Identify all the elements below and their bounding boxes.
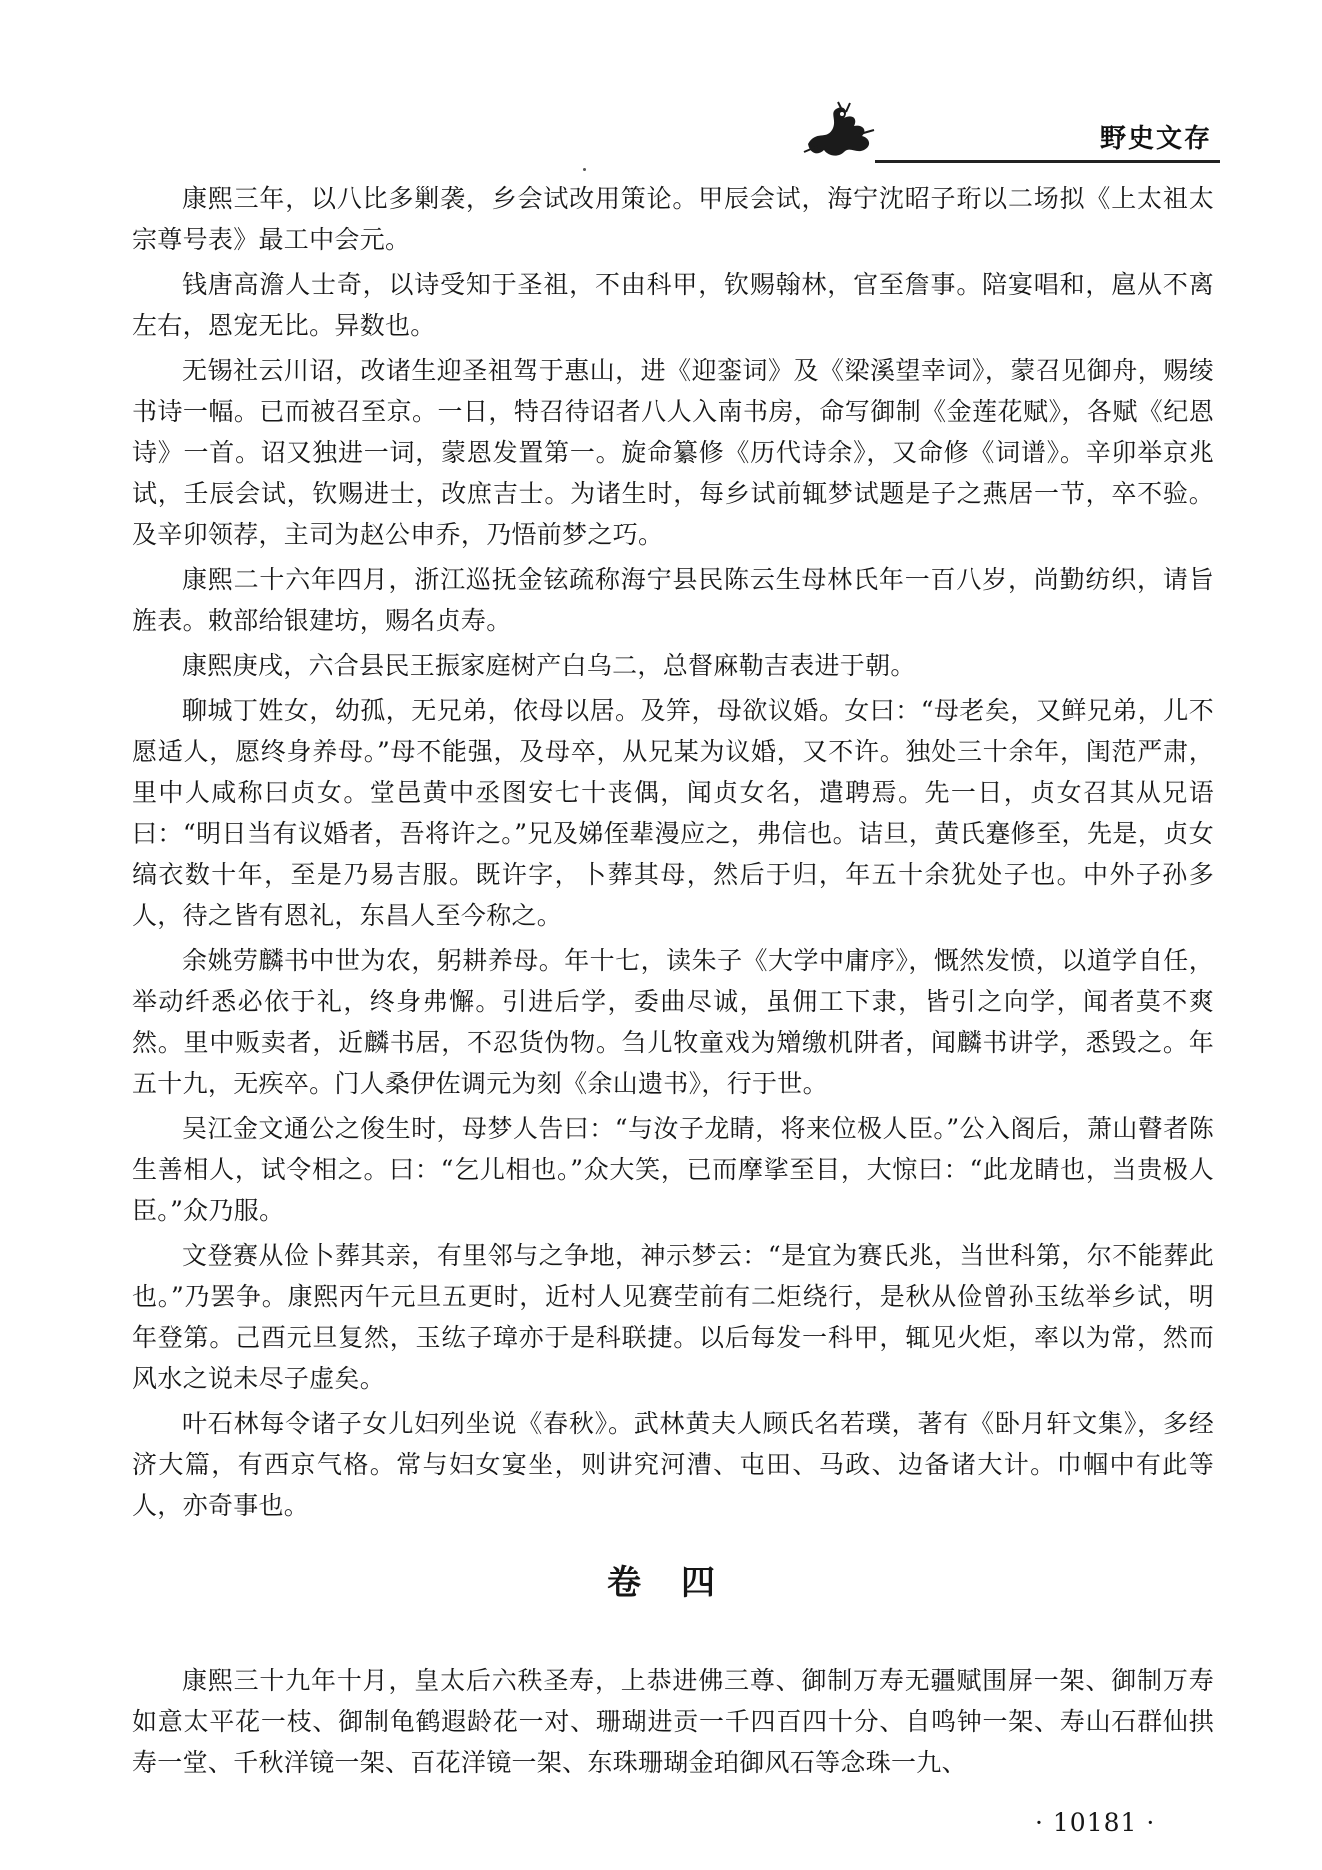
running-header — [780, 100, 1220, 170]
paragraph: 钱唐高澹人士奇，以诗受知于圣祖，不由科甲，钦赐翰林，官至詹事。陪宴唱和，扈从不离左右，恩宠无比。异数也。 — [132, 270, 1214, 340]
paragraph: 康熙二十六年四月，浙江巡抚金铉疏称海宁县民陈云生母林氏年一百八岁，尚勤纺织，请旨旌表。敕部给银建坊，赐名贞寿。 — [132, 565, 1214, 635]
dragon-icon — [798, 100, 888, 164]
section-text — [132, 1660, 1214, 1787]
paragraph: 余姚劳麟书中世为农，躬耕养母。年十七，读朱子《大学中庸序》，慨然发愤，以道学自任，举动纤悉必依于礼，终身弗懈。引进后学，委曲尽诚，虽佣工下隶，皆引之向学，闻者莫不爽然。里中贩卖者，近麟书居，不忍货伪物。刍儿牧童戏为矰缴机阱者，闻麟书讲学，悉毁之。年五十九，无疾卒。门人桑伊佐调元为刻《余山遗书》，行于世。 — [132, 946, 1214, 1098]
header-rule — [875, 160, 1220, 163]
page-number: · 10181 · — [1035, 1808, 1156, 1837]
paragraph: 康熙庚戌，六合县民王振家庭树产白乌二，总督麻勒吉表进于朝。 — [182, 651, 916, 680]
paragraph: 无锡社云川诏，改诸生迎圣祖驾于惠山，进《迎銮词》及《梁溪望幸词》，蒙召见御舟，赐绫书诗一幅。已而被召至京。一日，特召待诏者八人入南书房，命写御制《金莲花赋》，各赋《纪恩诗》一首。诏又独进一词，蒙恩发置第一。旋命纂修《历代诗余》，又命修《词谱》。辛卯举京兆试，壬辰会试，钦赐进士，改庶吉士。为诸生时，每乡试前辄梦试题是子之燕居一节，卒不验。及辛卯领荐，主司为赵公申乔，乃悟前梦之巧。 — [132, 356, 1214, 549]
scan-speck — [583, 168, 586, 171]
paragraph: 叶石林每令诸子女儿妇列坐说《春秋》。武林黄夫人顾氏名若璞，著有《卧月轩文集》，多经济大篇，有西京气格。常与妇女宴坐，则讲究河漕、屯田、马政、边备诸大计。巾帼中有此等人，亦奇事也。 — [132, 1409, 1214, 1520]
paragraph: 康熙三十九年十月，皇太后六秩圣寿，上恭进佛三尊、御制万寿无疆赋围屏一架、御制万寿如意太平花一枝、御制龟鹤遐龄花一对、珊瑚进贡一千四百四十分、自鸣钟一架、寿山石群仙拱寿一堂、千秋洋镜一架、百花洋镜一架、东珠珊瑚金珀御风石等念珠一九、 — [132, 1666, 1214, 1777]
paragraph: 聊城丁姓女，幼孤，无兄弟，依母以居。及笄，母欲议婚。女曰：“母老矣，又鲜兄弟，儿不愿适人，愿终身养母。”母不能强，及母卒，从兄某为议婚，又不许。独处三十余年，闺范严肃，里中人咸称曰贞女。堂邑黄中丞图安七十丧偶，闻贞女名，遣聘焉。先一日，贞女召其从兄语曰：“明日当有议婚者，吾将许之。”兄及娣侄辈漫应之，弗信也。诘旦，黄氏蹇修至，先是，贞女缟衣数十年，至是乃易吉服。既许字，卜葬其母，然后于归，年五十余犹处子也。中外子孙多人，待之皆有恩礼，东昌人至今称之。 — [132, 696, 1214, 930]
header-title: 野史文存 — [1099, 124, 1212, 154]
paragraph: 康熙三年，以八比多剿袭，乡会试改用策论。甲辰会试，海宁沈昭子珩以二场拟《上太祖太宗尊号表》最工中会元。 — [132, 184, 1214, 254]
main-text — [132, 178, 1214, 1530]
paragraph: 吴江金文通公之俊生时，母梦人告曰：“与汝子龙睛，将来位极人臣。”公入阁后，萧山瞽者陈生善相人，试令相之。曰：“乞儿相也。”众大笑，已而摩挲至目，大惊曰：“此龙睛也，当贵极人臣。”众乃服。 — [132, 1114, 1214, 1225]
paragraph: 文登赛从俭卜葬其亲，有里邻与之争地，神示梦云：“是宜为赛氏兆，当世科第，尔不能葬此也。”乃罢争。康熙丙午元旦五更时，近村人见赛茔前有二炬绕行，是秋从俭曾孙玉纮举乡试，明年登第。己酉元旦复然，玉纮子璋亦于是科联捷。以后每发一科甲，辄见火炬，率以为常，然而风水之说未尽子虚矣。 — [132, 1241, 1214, 1393]
section-title: 卷四 — [607, 1563, 755, 1603]
